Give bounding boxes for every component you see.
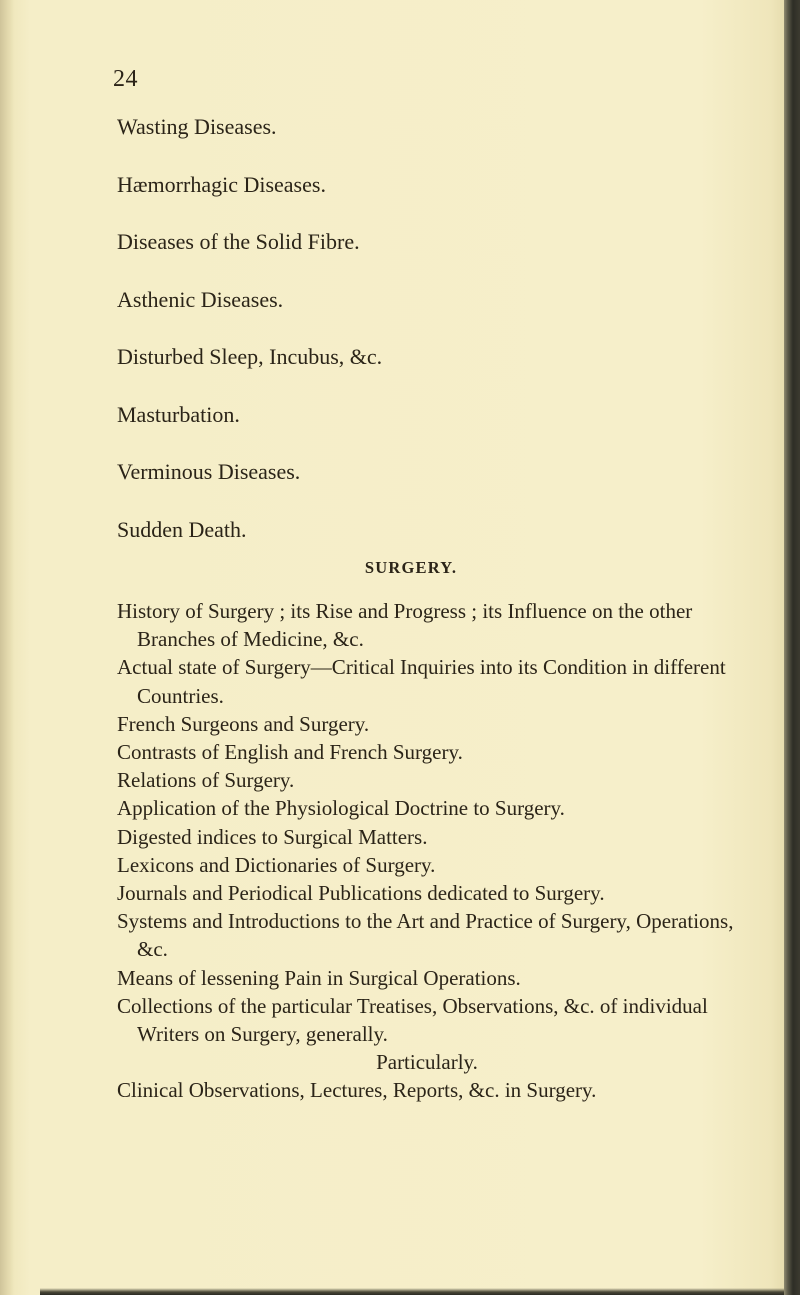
list-item: Sudden Death. <box>117 516 247 542</box>
list-item: Lexicons and Dictionaries of Surgery. <box>117 852 436 877</box>
list-item: Collections of the particular Treatises, Observations, &c. of individual Writers on Surgery, generally. <box>117 993 708 1047</box>
list-item: Asthenic Diseases. <box>117 286 284 312</box>
list-item: Relations of Surgery. <box>117 768 295 793</box>
list-item: Contrasts of English and French Surgery. <box>117 740 463 765</box>
list-item: Disturbed Sleep, Incubus, &c. <box>117 344 383 369</box>
list-item: Hæmorrhagic Diseases. <box>117 171 326 197</box>
list-item: Journals and Periodical Publications dedicated to Surgery. <box>117 881 605 906</box>
list-item: Clinical Observations, Lectures, Reports, &c. in Surgery. <box>117 1078 597 1103</box>
list-item: Application of the Physiological Doctrine to Surgery. <box>117 796 565 821</box>
list-item: Wasting Diseases. <box>117 114 277 139</box>
page-gutter-shadow <box>0 0 14 1295</box>
list-item: Diseases of the Solid Fibre. <box>117 229 360 254</box>
list-item: History of Surgery ; its Rise and Progress ; its Influence on the other Branches of Medicine, &c. <box>117 599 693 652</box>
list-item: Actual state of Surgery—Critical Inquiries into its Condition in different Countries. <box>117 655 726 708</box>
section-heading: SURGERY. <box>364 558 458 577</box>
disease-list <box>117 108 382 568</box>
page-edge-shadow <box>784 0 800 1295</box>
list-item: French Surgeons and Surgery. <box>117 711 370 736</box>
page-bottom-shadow <box>40 1288 784 1295</box>
list-item: Verminous Diseases. <box>117 459 301 484</box>
list-item: Particularly. <box>376 1050 478 1075</box>
list-item: Systems and Introductions to the Art and Practice of Surgery, Operations, &c. <box>117 909 734 962</box>
list-item: Masturbation. <box>117 401 240 427</box>
list-item: Means of lessening Pain in Surgical Operations. <box>117 965 521 990</box>
surgery-list <box>117 597 737 1105</box>
page-number: 24 <box>113 66 138 92</box>
list-item: Digested indices to Surgical Matters. <box>117 824 428 849</box>
